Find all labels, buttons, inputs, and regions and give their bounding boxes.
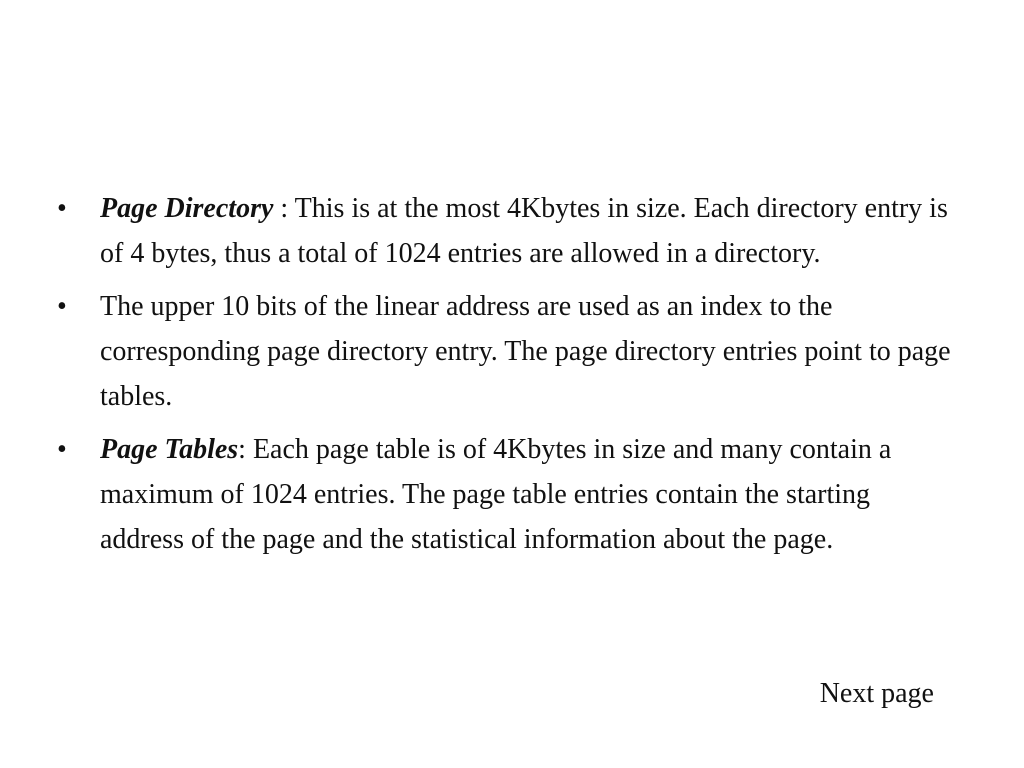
bullet-page-tables [57,427,957,562]
next-page-link[interactable]: Next page [819,678,934,709]
bullet-text: Each page table is of 4Kbytes in size and many contain a maximum of 1024 entries. The page table entries contain the starting address of the page and the statistical information about the page. [100,434,892,555]
bullet-page-directory [57,186,957,276]
term-page-tables: Page Tables [100,434,239,465]
bullet-list [57,186,957,570]
term-separator: : [238,434,253,465]
bullet-marker: • [57,193,67,224]
bullet-text: This is at the most 4Kbytes in size. Each directory entry is of 4 bytes, thus a total of 1024 entries are allowed in a directory. [100,193,948,269]
term-separator: : [273,193,295,224]
bullet-marker: • [57,291,67,322]
bullet-marker: • [57,434,67,465]
term-page-directory: Page Directory [100,193,274,224]
bullet-upper-bits [57,284,957,419]
bullet-text: The upper 10 bits of the linear address are used as an index to the corresponding page directory entry. The page directory entries point to page tables. [100,291,951,412]
